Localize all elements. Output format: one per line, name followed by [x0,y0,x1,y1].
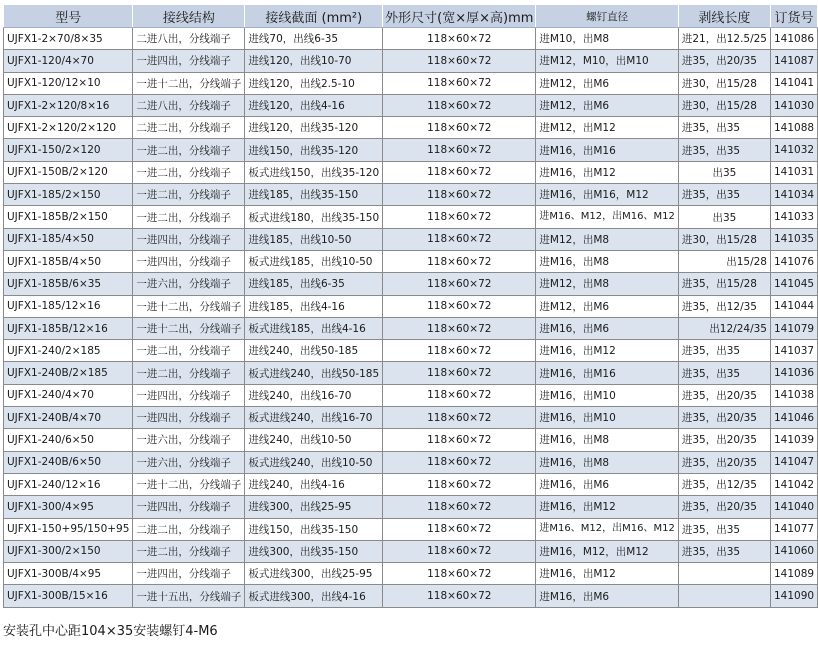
cell-section: 进线120，出线10-70 [245,50,383,72]
cell-structure: 一进十二出，分线端子 [133,317,245,339]
header-size: 外形尺寸(宽×厚×高)mm [383,5,536,28]
cell-structure: 二进八出，分线端子 [133,28,245,50]
cell-structure: 一进六出，分线端子 [133,429,245,451]
cell-strip: 出35 [678,161,770,183]
header-order: 订货号 [770,5,817,28]
cell-model: UJFX1-150B/2×120 [4,161,133,183]
cell-size: 118×60×72 [383,473,536,495]
cell-structure: 二进二出，分线端子 [133,518,245,540]
cell-order: 141040 [770,496,817,518]
cell-model: UJFX1-150/2×120 [4,139,133,161]
cell-order: 141034 [770,184,817,206]
cell-screw: 进M16，出M8 [536,250,678,272]
cell-strip: 进21，出12.5/25 [678,28,770,50]
table-row [4,295,818,317]
cell-section: 板式进线185，出线10-50 [245,250,383,272]
cell-strip: 进35，出20/35 [678,429,770,451]
cell-strip: 进35，出15/28 [678,273,770,295]
table-row [4,563,818,585]
cell-model: UJFX1-240/12×16 [4,473,133,495]
table-header-row [4,5,818,28]
cell-order: 141042 [770,473,817,495]
cell-model: UJFX1-240B/2×185 [4,362,133,384]
table-row [4,585,818,607]
cell-strip: 进35，出35 [678,139,770,161]
cell-screw: 进M12，出M8 [536,228,678,250]
cell-structure: 二进二出，分线端子 [133,117,245,139]
table-body [4,28,818,608]
cell-section: 板式进线300，出线4-16 [245,585,383,607]
cell-size: 118×60×72 [383,161,536,183]
cell-structure: 一进十二出，分线端子 [133,473,245,495]
cell-section: 进线300，出线25-95 [245,496,383,518]
table-row [4,317,818,339]
cell-size: 118×60×72 [383,540,536,562]
table-row [4,540,818,562]
cell-screw: 进M16，出M12 [536,161,678,183]
cell-screw: 进M16，出M6 [536,585,678,607]
table-row [4,340,818,362]
cell-structure: 一进二出，分线端子 [133,184,245,206]
cell-size: 118×60×72 [383,429,536,451]
cell-order: 141033 [770,206,817,228]
header-strip: 剥线长度 [678,5,770,28]
table-row [4,206,818,228]
table-row [4,429,818,451]
cell-order: 141089 [770,563,817,585]
cell-screw: 进M16，出M8 [536,429,678,451]
cell-size: 118×60×72 [383,117,536,139]
cell-screw: 进M16，出M10 [536,407,678,429]
cell-model: UJFX1-240/2×185 [4,340,133,362]
cell-order: 141041 [770,72,817,94]
table-row [4,50,818,72]
cell-section: 板式进线300，出线25-95 [245,563,383,585]
table-row [4,451,818,473]
table-row [4,28,818,50]
table-row [4,184,818,206]
cell-section: 进线120，出线35-120 [245,117,383,139]
cell-size: 118×60×72 [383,585,536,607]
cell-order: 141039 [770,429,817,451]
cell-model: UJFX1-185B/2×150 [4,206,133,228]
cell-size: 118×60×72 [383,362,536,384]
cell-section: 进线120，出线4-16 [245,94,383,116]
cell-screw: 进M12，出M6 [536,94,678,116]
cell-structure: 一进四出，分线端子 [133,50,245,72]
cell-size: 118×60×72 [383,295,536,317]
cell-structure: 一进四出，分线端子 [133,496,245,518]
cell-structure: 一进十二出，分线端子 [133,72,245,94]
cell-order: 141031 [770,161,817,183]
header-screw: 螺钉直径 [536,5,678,28]
cell-structure: 一进二出，分线端子 [133,362,245,384]
table-row [4,273,818,295]
cell-section: 板式进线240，出线10-50 [245,451,383,473]
cell-section: 板式进线185，出线4-16 [245,317,383,339]
cell-section: 板式进线180，出线35-150 [245,206,383,228]
cell-model: UJFX1-120/4×70 [4,50,133,72]
cell-strip: 进35，出35 [678,540,770,562]
cell-screw: 进M16，出M16 [536,362,678,384]
cell-order: 141087 [770,50,817,72]
cell-structure: 一进六出，分线端子 [133,451,245,473]
cell-order: 141030 [770,94,817,116]
table-row [4,161,818,183]
cell-structure: 一进六出，分线端子 [133,273,245,295]
cell-structure: 一进二出，分线端子 [133,540,245,562]
cell-screw: 进M12，M10，出M10 [536,50,678,72]
cell-screw: 进M16，出M12 [536,340,678,362]
cell-section: 板式进线150，出线35-120 [245,161,383,183]
cell-screw: 进M16，出M6 [536,317,678,339]
header-section: 接线截面 (mm²) [245,5,383,28]
cell-model: UJFX1-2×70/8×35 [4,28,133,50]
cell-section: 板式进线240，出线16-70 [245,407,383,429]
cell-size: 118×60×72 [383,384,536,406]
cell-model: UJFX1-300/2×150 [4,540,133,562]
cell-order: 141044 [770,295,817,317]
cell-size: 118×60×72 [383,184,536,206]
cell-model: UJFX1-185B/4×50 [4,250,133,272]
cell-order: 141090 [770,585,817,607]
cell-order: 141060 [770,540,817,562]
cell-strip: 进35，出20/35 [678,407,770,429]
cell-section: 进线70，出线6-35 [245,28,383,50]
cell-section: 进线185，出线4-16 [245,295,383,317]
cell-model: UJFX1-185B/12×16 [4,317,133,339]
cell-structure: 一进四出，分线端子 [133,228,245,250]
cell-screw: 进M16，出M16，M12 [536,184,678,206]
cell-screw: 进M16，M12，出M12 [536,540,678,562]
cell-model: UJFX1-300B/15×16 [4,585,133,607]
cell-screw: 进M12，出M6 [536,72,678,94]
cell-size: 118×60×72 [383,518,536,540]
table-row [4,384,818,406]
footnote: 安装孔中心距104×35安装螺钉4-M6 [3,624,218,639]
cell-model: UJFX1-185B/6×35 [4,273,133,295]
cell-model: UJFX1-185/4×50 [4,228,133,250]
cell-screw: 进M16，出M12 [536,496,678,518]
cell-strip: 出15/28 [678,250,770,272]
cell-order: 141077 [770,518,817,540]
cell-size: 118×60×72 [383,206,536,228]
cell-screw: 进M12，出M12 [536,117,678,139]
cell-structure: 一进二出，分线端子 [133,340,245,362]
cell-model: UJFX1-240B/6×50 [4,451,133,473]
cell-size: 118×60×72 [383,139,536,161]
cell-strip: 出35 [678,206,770,228]
cell-section: 进线185，出线10-50 [245,228,383,250]
cell-size: 118×60×72 [383,317,536,339]
cell-section: 进线240，出线16-70 [245,384,383,406]
cell-screw: 进M12，出M6 [536,295,678,317]
cell-screw: 进M10，出M8 [536,28,678,50]
cell-structure: 一进二出，分线端子 [133,139,245,161]
cell-section: 进线185，出线6-35 [245,273,383,295]
cell-section: 进线240，出线10-50 [245,429,383,451]
table-row [4,139,818,161]
cell-strip [678,563,770,585]
cell-order: 141079 [770,317,817,339]
cell-size: 118×60×72 [383,94,536,116]
cell-screw: 进M16，出M6 [536,473,678,495]
cell-section: 进线240，出线50-185 [245,340,383,362]
cell-order: 141035 [770,228,817,250]
cell-strip: 进35，出35 [678,518,770,540]
cell-model: UJFX1-240/6×50 [4,429,133,451]
cell-structure: 一进四出，分线端子 [133,563,245,585]
cell-strip: 进35，出20/35 [678,451,770,473]
cell-order: 141088 [770,117,817,139]
cell-screw: 进M16，出M10 [536,384,678,406]
cell-strip: 进35，出12/35 [678,295,770,317]
cell-structure: 一进十二出，分线端子 [133,295,245,317]
cell-section: 进线300，出线35-150 [245,540,383,562]
cell-strip: 进35，出35 [678,340,770,362]
cell-size: 118×60×72 [383,228,536,250]
spec-table [3,5,818,608]
cell-strip: 进30，出15/28 [678,228,770,250]
cell-model: UJFX1-185/12×16 [4,295,133,317]
cell-strip: 进30，出15/28 [678,94,770,116]
table-row [4,250,818,272]
table-row [4,496,818,518]
cell-order: 141047 [770,451,817,473]
cell-size: 118×60×72 [383,72,536,94]
cell-strip: 出12/24/35 [678,317,770,339]
header-model: 型号 [4,5,133,28]
cell-structure: 一进二出，分线端子 [133,206,245,228]
cell-structure: 二进八出，分线端子 [133,94,245,116]
cell-section: 进线120，出线2.5-10 [245,72,383,94]
cell-structure: 一进四出，分线端子 [133,407,245,429]
cell-model: UJFX1-300/4×95 [4,496,133,518]
cell-model: UJFX1-150+95/150+95 [4,518,133,540]
cell-strip: 进35，出35 [678,362,770,384]
cell-model: UJFX1-2×120/2×120 [4,117,133,139]
cell-model: UJFX1-240B/4×70 [4,407,133,429]
table-row [4,94,818,116]
header-structure: 接线结构 [133,5,245,28]
cell-order: 141036 [770,362,817,384]
cell-order: 141076 [770,250,817,272]
cell-order: 141046 [770,407,817,429]
cell-model: UJFX1-300B/4×95 [4,563,133,585]
cell-structure: 一进四出，分线端子 [133,384,245,406]
cell-section: 进线240，出线4-16 [245,473,383,495]
cell-section: 进线150，出线35-120 [245,139,383,161]
cell-size: 118×60×72 [383,273,536,295]
cell-screw: 进M16，出M16 [536,139,678,161]
cell-structure: 一进十五出，分线端子 [133,585,245,607]
cell-strip: 进35，出20/35 [678,384,770,406]
table-row [4,407,818,429]
cell-size: 118×60×72 [383,340,536,362]
cell-order: 141038 [770,384,817,406]
cell-model: UJFX1-240/4×70 [4,384,133,406]
table-row [4,117,818,139]
cell-size: 118×60×72 [383,250,536,272]
cell-order: 141032 [770,139,817,161]
cell-size: 118×60×72 [383,496,536,518]
cell-structure: 一进四出，分线端子 [133,250,245,272]
cell-strip: 进30，出15/28 [678,72,770,94]
cell-section: 进线150，出线35-150 [245,518,383,540]
cell-model: UJFX1-120/12×10 [4,72,133,94]
cell-size: 118×60×72 [383,407,536,429]
cell-strip: 进35，出12/35 [678,473,770,495]
cell-strip: 进35，出35 [678,184,770,206]
cell-size: 118×60×72 [383,28,536,50]
table-row [4,518,818,540]
table-row [4,72,818,94]
cell-order: 141045 [770,273,817,295]
cell-strip: 进35，出20/35 [678,50,770,72]
cell-model: UJFX1-185/2×150 [4,184,133,206]
cell-size: 118×60×72 [383,451,536,473]
cell-strip [678,585,770,607]
table-row [4,473,818,495]
cell-order: 141086 [770,28,817,50]
cell-screw: 进M16，出M12 [536,563,678,585]
cell-size: 118×60×72 [383,50,536,72]
cell-screw: 进M16、M12，出M16、M12 [536,518,678,540]
cell-strip: 进35，出35 [678,117,770,139]
cell-section: 进线185，出线35-150 [245,184,383,206]
cell-structure: 一进二出，分线端子 [133,161,245,183]
cell-screw: 进M16、M12，出M16、M12 [536,206,678,228]
cell-model: UJFX1-2×120/8×16 [4,94,133,116]
table-row [4,362,818,384]
cell-section: 板式进线240，出线50-185 [245,362,383,384]
cell-strip: 进35，出20/35 [678,496,770,518]
cell-screw: 进M12，出M8 [536,273,678,295]
cell-screw: 进M16，出M8 [536,451,678,473]
table-row [4,228,818,250]
cell-size: 118×60×72 [383,563,536,585]
cell-order: 141037 [770,340,817,362]
